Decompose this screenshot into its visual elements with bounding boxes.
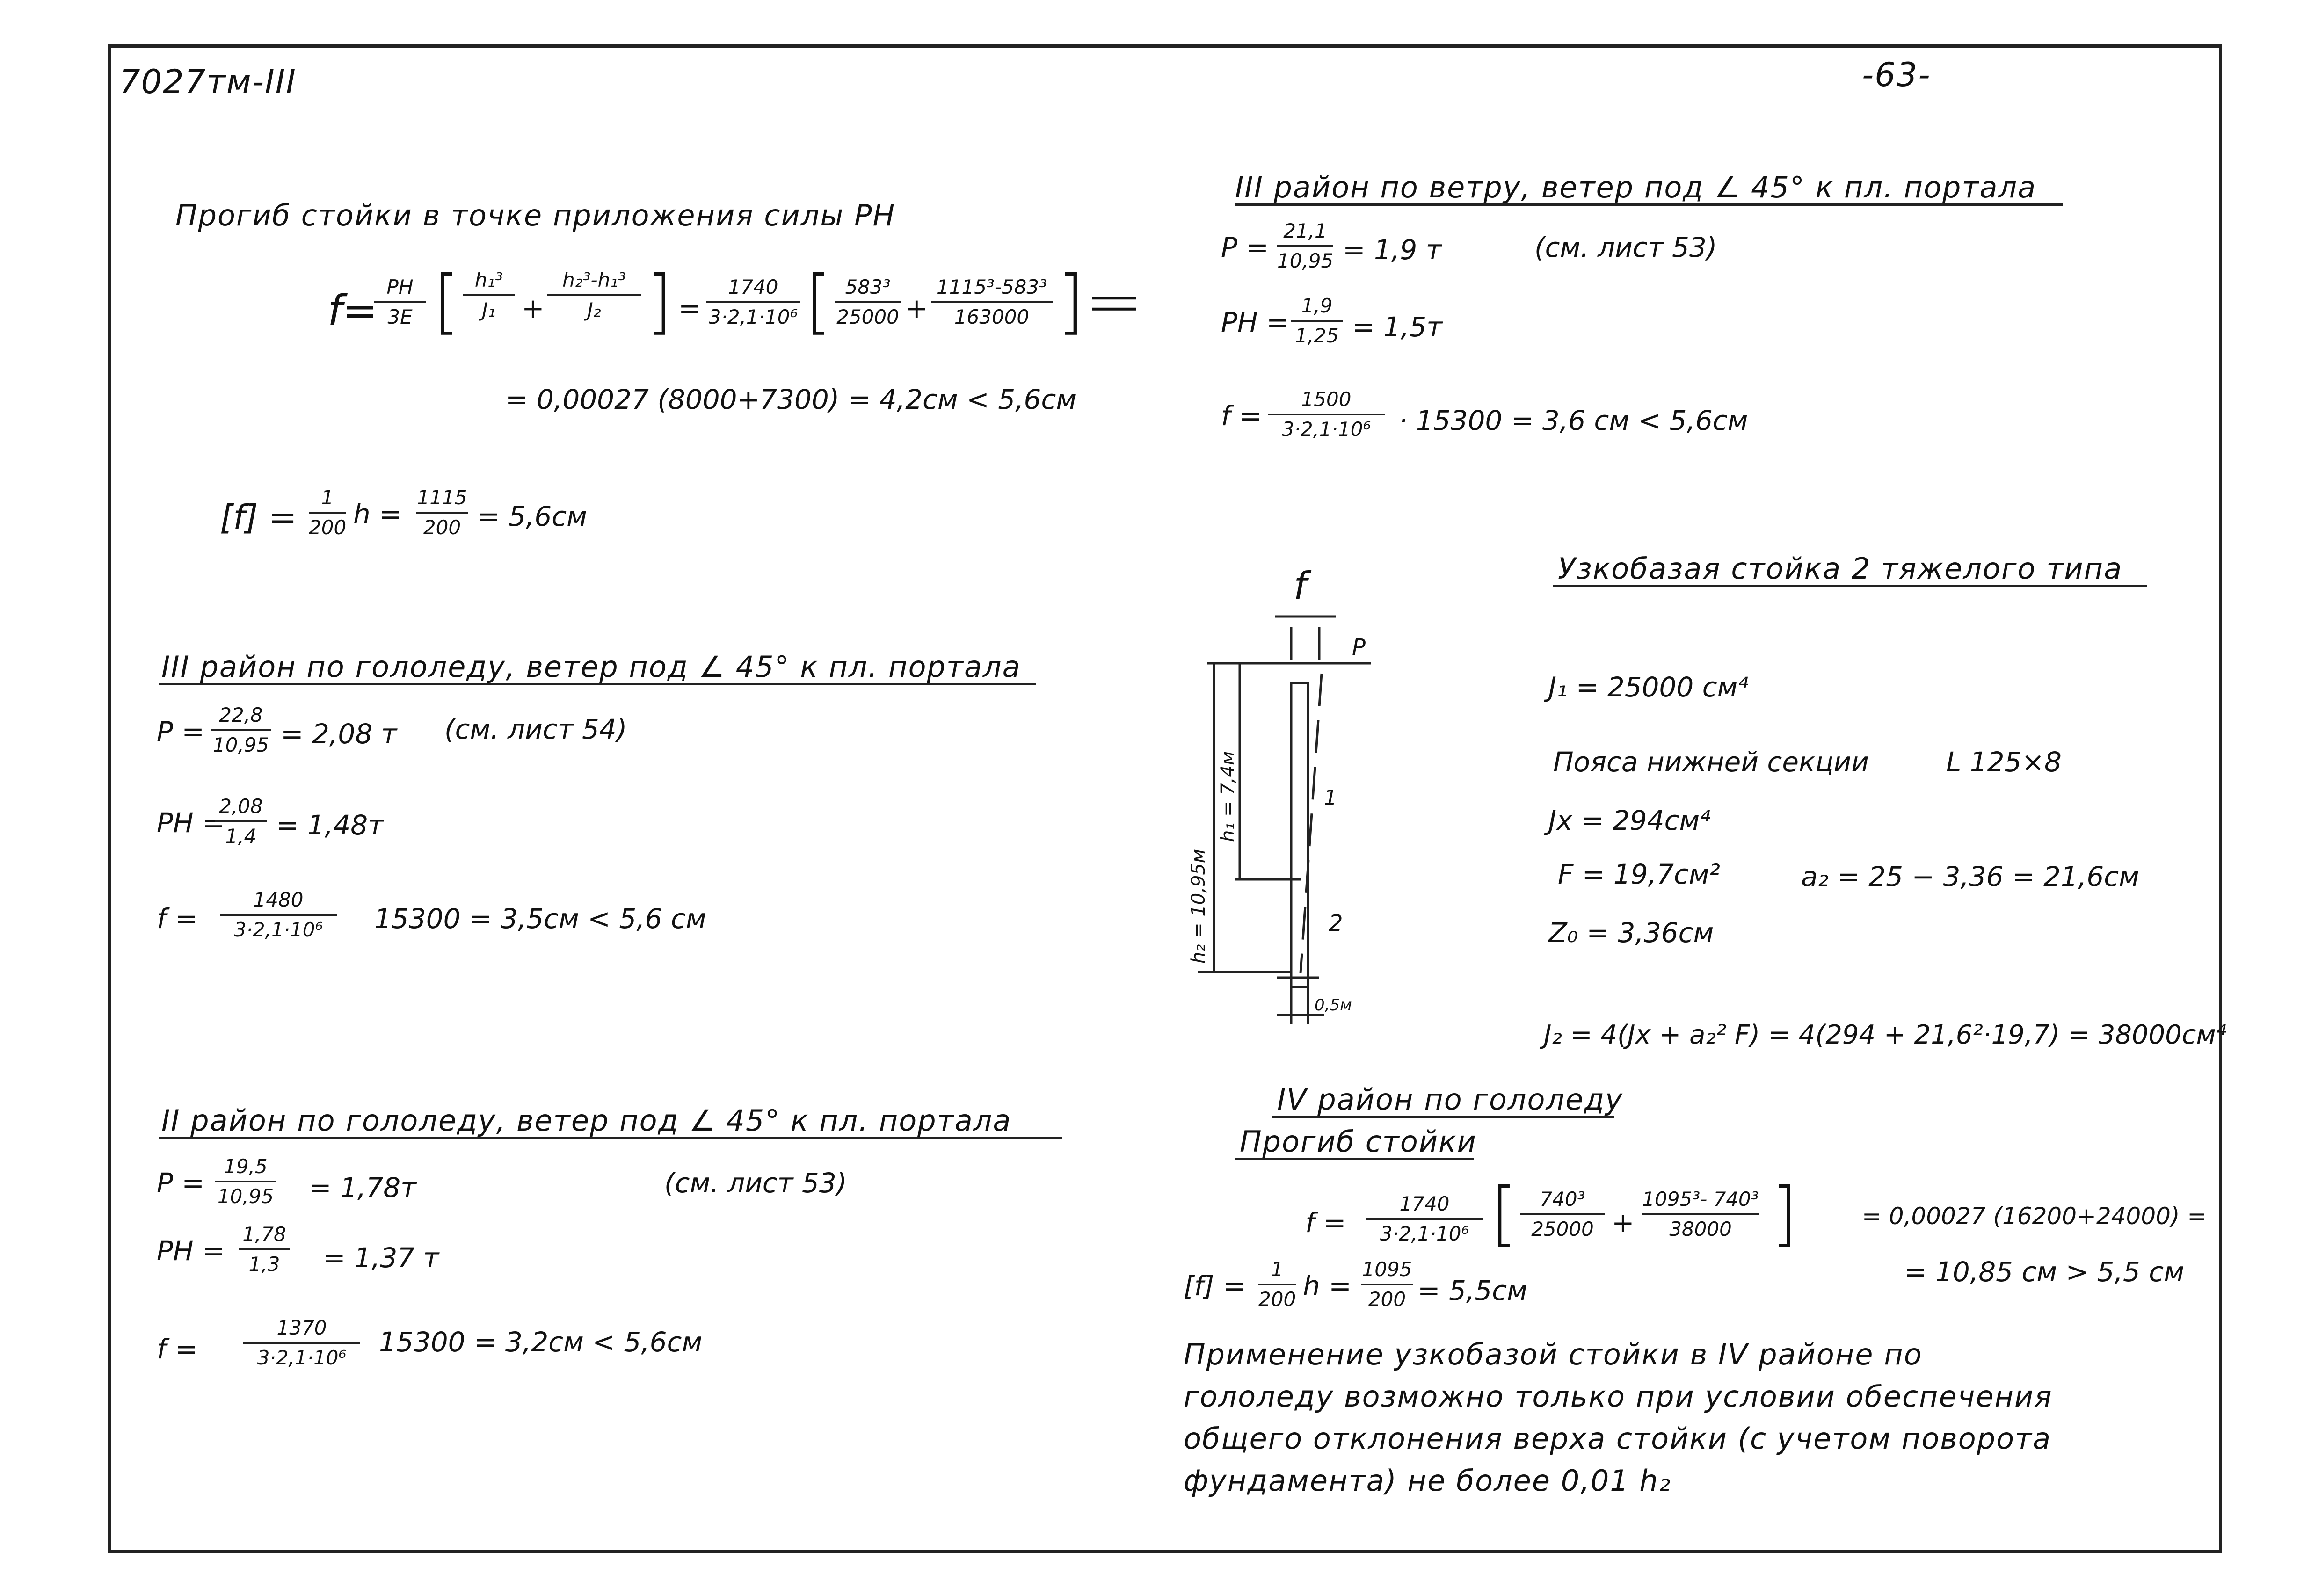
- p-lhs: P =: [1221, 232, 1269, 263]
- term1-fraction: [1520, 1188, 1605, 1241]
- ph-result: = 1,37 т: [323, 1242, 439, 1274]
- numerator: 583³: [835, 276, 901, 303]
- pole-deflection-diagram: [1151, 561, 1394, 1052]
- denominator: 3·2,1·10⁶: [1380, 1222, 1469, 1246]
- denominator: 1,3: [248, 1253, 280, 1276]
- ph-lhs: PН =: [157, 1235, 225, 1267]
- mark-1: 1: [1324, 786, 1337, 810]
- value-coef-fraction: [706, 276, 800, 329]
- mark-2: 2: [1329, 910, 1343, 936]
- close-bracket: ]: [1771, 1173, 1798, 1255]
- denominator: 200: [309, 516, 347, 539]
- numerator: 1,9: [1291, 295, 1343, 322]
- allowable-lhs: [f] =: [220, 498, 297, 537]
- numerator: 2,08: [215, 795, 267, 822]
- numerator: 1370: [243, 1317, 360, 1344]
- allowable-fraction: [309, 486, 346, 539]
- underline: [159, 683, 1036, 685]
- f-fraction: [243, 1317, 360, 1370]
- p-fraction: [211, 704, 271, 757]
- underline: [1235, 1158, 1474, 1160]
- denominator: 200: [1368, 1288, 1406, 1311]
- note-line-1: Применение узкобазой стойки в IV районе по: [1184, 1337, 1923, 1371]
- denominator: 1,4: [225, 825, 257, 848]
- ph-fraction: [215, 795, 267, 848]
- plus-sign: +: [905, 292, 928, 324]
- numerator: 1115: [416, 486, 468, 514]
- belt-label: Пояса нижней секции: [1553, 746, 1869, 778]
- allowable-lhs: [f] =: [1184, 1270, 1246, 1302]
- j1-value: J₁ = 25000 см⁴: [1548, 671, 1749, 703]
- note-line-2: гололеду возможно только при условии обеспечения: [1184, 1379, 2053, 1414]
- close-bracket: ]: [646, 261, 673, 342]
- denominator: 10,95: [212, 733, 269, 757]
- ph-fraction: [239, 1223, 290, 1276]
- ph-lhs: PН =: [157, 807, 225, 839]
- value1-fraction: [835, 276, 901, 329]
- jx-value: Jx = 294см⁴: [1548, 805, 1711, 836]
- ph-result: = 1,48т: [276, 809, 384, 841]
- section-ii-ice-title: II район по гололеду, ветер под ∠ 45° к пл. портала: [161, 1103, 1012, 1138]
- denominator: 200: [423, 516, 461, 539]
- numerator: 1: [1258, 1258, 1296, 1285]
- equals-sign: =: [678, 292, 701, 324]
- numerator: 1,78: [239, 1223, 290, 1250]
- f-label: f: [1294, 564, 1307, 608]
- denominator: 163000: [954, 305, 1030, 329]
- allowable-fraction: [1258, 1258, 1296, 1311]
- denominator: 3E: [387, 305, 413, 329]
- term2-fraction: [547, 269, 641, 322]
- belt-profile: L 125×8: [1946, 746, 2062, 778]
- section-iii-ice-title: III район по гололеду, ветер под ∠ 45° к пл. портала: [161, 650, 1021, 684]
- denominator: 3·2,1·10⁶: [1281, 418, 1371, 441]
- allowable-value-fraction: [1361, 1258, 1413, 1311]
- deflection-curve: [1301, 674, 1322, 973]
- denominator: 1,25: [1295, 324, 1339, 348]
- plus-sign: +: [1612, 1207, 1635, 1239]
- allowable-h: h =: [1303, 1270, 1352, 1302]
- underline: [159, 1137, 1062, 1139]
- ph-lhs: PН =: [1221, 306, 1289, 338]
- f-lhs: f =: [157, 903, 198, 935]
- numerator: 1740: [706, 276, 800, 303]
- p-lhs: P =: [157, 1167, 205, 1199]
- numerator: 21,1: [1277, 220, 1333, 247]
- ph-result: = 1,5т: [1352, 311, 1443, 343]
- numerator: 22,8: [211, 704, 271, 731]
- section-iv-result-line2: = 10,85 см > 5,5 см: [1904, 1256, 2184, 1288]
- area-value: F = 19,7см²: [1558, 858, 1720, 890]
- numerator: h₂³-h₁³: [547, 269, 641, 296]
- plus-sign: +: [522, 292, 545, 324]
- p-reference: (см. лист 54): [444, 713, 627, 745]
- p-label: P: [1352, 634, 1366, 660]
- h2-label: h₂ = 10,95м: [1188, 849, 1209, 964]
- narrow-base-title: Узкобазая стойка 2 тяжелого типа: [1558, 551, 2123, 586]
- denominator: J₁: [482, 298, 496, 322]
- f-lhs: f =: [1305, 1207, 1346, 1239]
- term1-fraction: [463, 269, 515, 322]
- close-bracket-values: ]=: [1057, 261, 1144, 342]
- allowable-h: h =: [353, 498, 402, 530]
- numerator: 1095: [1361, 1258, 1413, 1285]
- f-result: · 15300 = 3,6 см < 5,6см: [1399, 405, 1748, 436]
- allowable-result: = 5,5см: [1417, 1275, 1527, 1306]
- numerator: 1095³- 740³: [1642, 1188, 1759, 1215]
- p-fraction: [215, 1155, 276, 1208]
- f-result: 15300 = 3,2см < 5,6см: [379, 1326, 703, 1358]
- p-reference: (см. лист 53): [1534, 232, 1717, 263]
- f-lhs: f =: [1221, 400, 1262, 432]
- z0-value: Z₀ = 3,36см: [1548, 917, 1714, 949]
- numerator: 740³: [1520, 1188, 1605, 1215]
- note-line-4: фундамента) не более 0,01 h₂: [1184, 1464, 1671, 1498]
- p-lhs: P =: [157, 716, 205, 747]
- open-bracket: [: [1490, 1173, 1518, 1255]
- pole-outline: [1291, 683, 1308, 987]
- document-code: 7027тм-III: [119, 63, 297, 101]
- numerator: PН: [374, 276, 426, 303]
- note-line-3: общего отклонения верха стойки (с учетом поворота: [1184, 1422, 2052, 1456]
- denominator: 25000: [1531, 1218, 1594, 1241]
- allowable-result: = 5,6см: [477, 501, 587, 532]
- underline: [1553, 585, 2147, 587]
- denominator: J₂: [587, 298, 601, 322]
- j2-formula: J₂ = 4(Jx + a₂² F) = 4(294 + 21,6²·19,7) = 38000см⁴: [1544, 1020, 2227, 1050]
- f-symbol: f=: [327, 286, 378, 335]
- f-result: 15300 = 3,5см < 5,6 см: [374, 903, 706, 935]
- p-reference: (см. лист 53): [664, 1167, 847, 1199]
- deflection-title: Прогиб стойки в точке приложения силы PН: [175, 198, 896, 232]
- underline: [1272, 1116, 1614, 1118]
- p-result: = 1,9 т: [1343, 234, 1442, 266]
- numerator: 1: [309, 486, 346, 514]
- denominator: 3·2,1·10⁶: [257, 1346, 347, 1370]
- numerator: 1500: [1268, 388, 1385, 415]
- h1-label: h₁ = 7,4м: [1217, 751, 1239, 842]
- f-fraction: [1268, 388, 1385, 441]
- denominator: 10,95: [1277, 249, 1334, 273]
- a2-value: a₂ = 25 − 3,36 = 21,6см: [1801, 861, 2139, 892]
- deflection-result: = 0,00027 (8000+7300) = 4,2см < 5,6см: [505, 384, 1077, 415]
- open-bracket-values: [: [805, 261, 832, 342]
- denominator: 25000: [836, 305, 899, 329]
- p-result: = 1,78т: [309, 1172, 416, 1204]
- denominator: 3·2,1·10⁶: [233, 918, 323, 942]
- section-iv-title: IV район по гололеду: [1277, 1082, 1623, 1117]
- numerator: 1115³-583³: [931, 276, 1053, 303]
- page-number: -63-: [1862, 56, 1931, 94]
- numerator: 1740: [1366, 1193, 1483, 1220]
- numerator: 19,5: [215, 1155, 276, 1182]
- value2-fraction: [931, 276, 1053, 329]
- section-iii-wind-title: III район по ветру, ветер под ∠ 45° к пл. портала: [1235, 170, 2037, 204]
- denominator: 38000: [1669, 1218, 1732, 1241]
- term2-fraction: [1642, 1188, 1759, 1241]
- denominator: 3·2,1·10⁶: [708, 305, 798, 329]
- ph-fraction: [1291, 295, 1343, 348]
- p-result: = 2,08 т: [281, 718, 397, 750]
- allowable-value-fraction: [416, 486, 468, 539]
- open-bracket: [: [433, 261, 460, 342]
- section-iv-result-line1: = 0,00027 (16200+24000) =: [1862, 1203, 2207, 1230]
- f-lhs: f =: [157, 1333, 198, 1365]
- coef-fraction: [374, 276, 426, 329]
- denominator: 200: [1258, 1288, 1296, 1311]
- f-fraction: [220, 889, 337, 942]
- numerator: h₁³: [463, 269, 515, 296]
- section-iv-subtitle: Прогиб стойки: [1240, 1124, 1477, 1159]
- underline: [1235, 203, 2063, 206]
- numerator: 1480: [220, 889, 337, 916]
- base-label: 0,5м: [1315, 996, 1352, 1015]
- denominator: 10,95: [217, 1185, 274, 1208]
- p-fraction: [1277, 220, 1333, 273]
- coef-fraction: [1366, 1193, 1483, 1246]
